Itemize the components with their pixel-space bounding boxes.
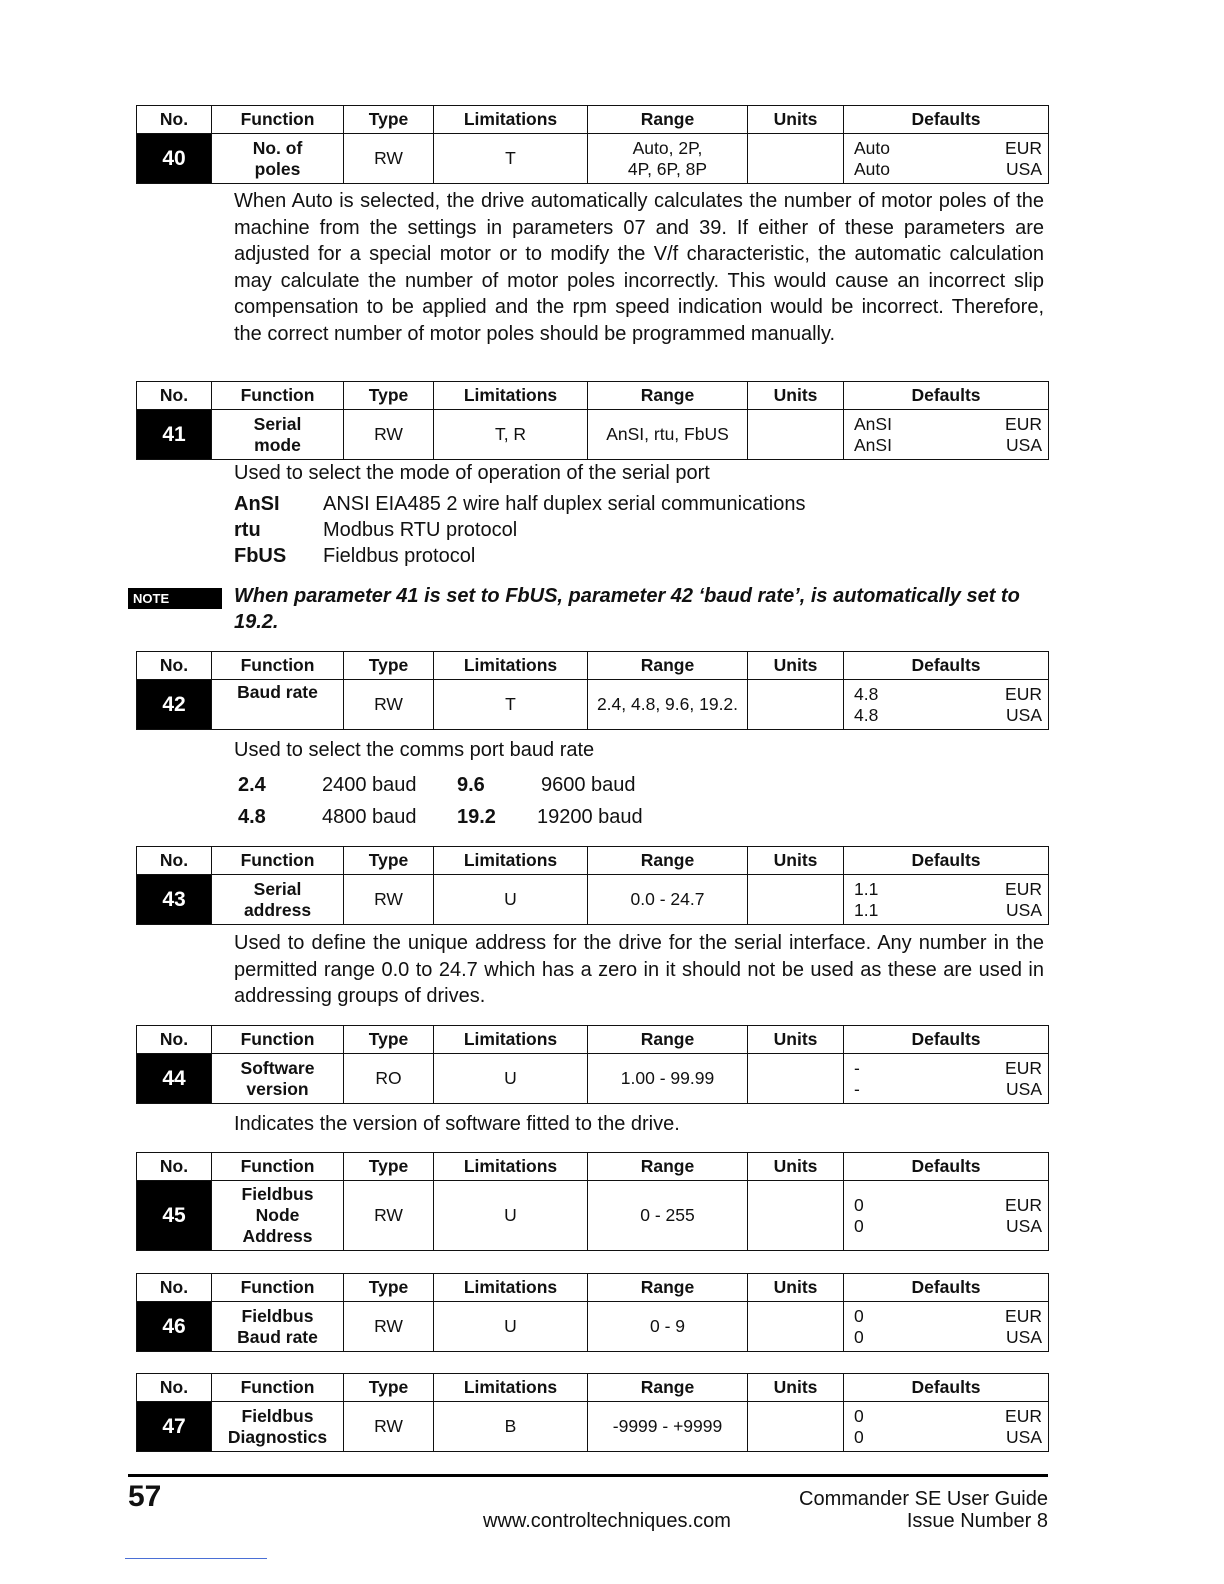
serial-mode-list bbox=[234, 491, 805, 569]
param-number: 46 bbox=[137, 1302, 212, 1352]
param-units bbox=[748, 875, 844, 925]
header-units: Units bbox=[748, 1153, 844, 1181]
header-no: No. bbox=[137, 1153, 212, 1181]
param-table-46 bbox=[136, 1273, 1049, 1352]
issue-number: Issue Number 8 bbox=[906, 1510, 1048, 1532]
param-table-44 bbox=[136, 1025, 1049, 1104]
table-row bbox=[137, 1181, 1049, 1251]
param-table-45 bbox=[136, 1152, 1049, 1251]
footer-title-block bbox=[799, 1488, 1048, 1532]
param-range: Auto, 2P, 4P, 6P, 8P bbox=[588, 134, 748, 184]
header-limitations: Limitations bbox=[434, 1374, 588, 1402]
header-function: Function bbox=[212, 1026, 344, 1054]
note-badge: NOTE bbox=[128, 588, 222, 609]
param-defaults: 0 EUR 0 USA bbox=[844, 1402, 1049, 1452]
header-no: No. bbox=[137, 847, 212, 875]
list-item: 2.4 2400 baud 9.6 9600 baud bbox=[238, 774, 636, 796]
param-number: 43 bbox=[137, 875, 212, 925]
param-function: No. of poles bbox=[212, 134, 344, 184]
header-limitations: Limitations bbox=[434, 847, 588, 875]
param-range: 0 - 255 bbox=[588, 1181, 748, 1251]
header-range: Range bbox=[588, 1153, 748, 1181]
param-type: RW bbox=[344, 680, 434, 730]
header-limitations: Limitations bbox=[434, 106, 588, 134]
header-no: No. bbox=[137, 382, 212, 410]
table-header-row bbox=[137, 1374, 1049, 1402]
header-units: Units bbox=[748, 382, 844, 410]
param-units bbox=[748, 134, 844, 184]
table-header-row bbox=[137, 1274, 1049, 1302]
header-function: Function bbox=[212, 652, 344, 680]
table-row bbox=[137, 134, 1049, 184]
header-defaults: Defaults bbox=[844, 1374, 1049, 1402]
param-limitations: T bbox=[434, 680, 588, 730]
header-range: Range bbox=[588, 652, 748, 680]
header-units: Units bbox=[748, 1274, 844, 1302]
header-type: Type bbox=[344, 106, 434, 134]
param-table-40 bbox=[136, 105, 1049, 184]
header-defaults: Defaults bbox=[844, 382, 1049, 410]
param-type: RO bbox=[344, 1054, 434, 1104]
header-limitations: Limitations bbox=[434, 1026, 588, 1054]
header-defaults: Defaults bbox=[844, 847, 1049, 875]
param-41-description: Used to select the mode of operation of the serial port bbox=[234, 462, 710, 484]
param-limitations: U bbox=[434, 1054, 588, 1104]
header-no: No. bbox=[137, 1026, 212, 1054]
param-defaults: 4.8 EUR 4.8 USA bbox=[844, 680, 1049, 730]
table-header-row bbox=[137, 106, 1049, 134]
header-limitations: Limitations bbox=[434, 1274, 588, 1302]
table-header-row bbox=[137, 382, 1049, 410]
param-function: Fieldbus Baud rate bbox=[212, 1302, 344, 1352]
table-header-row bbox=[137, 652, 1049, 680]
table-row bbox=[137, 680, 1049, 730]
param-40-description: When Auto is selected, the drive automatically calculates the number of motor poles of the machine from the settings in parameters 07 and 39. If either of these parameters are adjusted for a special motor or to modify the V/f characteristic, the automatic calculation may calculate the number of motor poles incorrectly. This would cause an incorrect slip compensation to be applied and the rpm speed indication would be incorrect. Therefore, the correct number of motor poles should be programmed manually. bbox=[234, 190, 1044, 345]
param-limitations: U bbox=[434, 1181, 588, 1251]
header-type: Type bbox=[344, 652, 434, 680]
header-type: Type bbox=[344, 382, 434, 410]
header-units: Units bbox=[748, 106, 844, 134]
header-limitations: Limitations bbox=[434, 382, 588, 410]
header-function: Function bbox=[212, 106, 344, 134]
header-no: No. bbox=[137, 1274, 212, 1302]
param-number: 41 bbox=[137, 410, 212, 460]
header-type: Type bbox=[344, 1274, 434, 1302]
param-limitations: B bbox=[434, 1402, 588, 1452]
table-row bbox=[137, 875, 1049, 925]
param-function: Software version bbox=[212, 1054, 344, 1104]
param-units bbox=[748, 680, 844, 730]
param-function: Fieldbus Diagnostics bbox=[212, 1402, 344, 1452]
table-row bbox=[137, 1402, 1049, 1452]
param-43-description: Used to define the unique address for the drive for the serial interface. Any number in the permitted range 0.0 to 24.7 which has a zero in it should not be used as these are used in addressing groups of drives. bbox=[234, 932, 1044, 1007]
param-type: RW bbox=[344, 410, 434, 460]
header-defaults: Defaults bbox=[844, 106, 1049, 134]
header-range: Range bbox=[588, 106, 748, 134]
param-defaults: 0 EUR 0 USA bbox=[844, 1181, 1049, 1251]
header-function: Function bbox=[212, 847, 344, 875]
param-limitations: T bbox=[434, 134, 588, 184]
param-range: 0 - 9 bbox=[588, 1302, 748, 1352]
param-limitations: U bbox=[434, 1302, 588, 1352]
param-number: 40 bbox=[137, 134, 212, 184]
list-item: rtu Modbus RTU protocol bbox=[234, 519, 518, 541]
param-42-description: Used to select the comms port baud rate bbox=[234, 739, 595, 761]
param-defaults: Auto EUR Auto USA bbox=[844, 134, 1049, 184]
param-number: 47 bbox=[137, 1402, 212, 1452]
footer-url-link[interactable]: www.controltechniques.com bbox=[483, 1510, 731, 1532]
param-range: 2.4, 4.8, 9.6, 19.2. bbox=[588, 680, 748, 730]
param-number: 45 bbox=[137, 1181, 212, 1251]
header-defaults: Defaults bbox=[844, 1274, 1049, 1302]
param-units bbox=[748, 1302, 844, 1352]
header-function: Function bbox=[212, 1153, 344, 1181]
param-units bbox=[748, 1181, 844, 1251]
header-units: Units bbox=[748, 1026, 844, 1054]
page-number: 57 bbox=[128, 1480, 162, 1513]
param-type: RW bbox=[344, 1302, 434, 1352]
param-range: 0.0 - 24.7 bbox=[588, 875, 748, 925]
footer-divider bbox=[128, 1474, 1048, 1477]
table-header-row bbox=[137, 1026, 1049, 1054]
footer-accent-line bbox=[125, 1558, 267, 1559]
header-units: Units bbox=[748, 652, 844, 680]
param-type: RW bbox=[344, 1402, 434, 1452]
list-item: AnSI ANSI EIA485 2 wire half duplex serial communications bbox=[234, 493, 806, 515]
param-limitations: U bbox=[434, 875, 588, 925]
header-defaults: Defaults bbox=[844, 1153, 1049, 1181]
header-no: No. bbox=[137, 1374, 212, 1402]
param-table-47 bbox=[136, 1373, 1049, 1452]
baud-rate-list bbox=[238, 769, 643, 833]
header-function: Function bbox=[212, 1374, 344, 1402]
param-table-42 bbox=[136, 651, 1049, 730]
param-defaults: 1.1 EUR 1.1 USA bbox=[844, 875, 1049, 925]
header-range: Range bbox=[588, 847, 748, 875]
param-limitations: T, R bbox=[434, 410, 588, 460]
param-defaults: 0 EUR 0 USA bbox=[844, 1302, 1049, 1352]
param-function: Serial mode bbox=[212, 410, 344, 460]
header-limitations: Limitations bbox=[434, 1153, 588, 1181]
list-item: 4.8 4800 baud 19.2 19200 baud bbox=[238, 806, 643, 828]
param-range: AnSI, rtu, FbUS bbox=[588, 410, 748, 460]
param-defaults: - EUR - USA bbox=[844, 1054, 1049, 1104]
header-no: No. bbox=[137, 652, 212, 680]
param-number: 42 bbox=[137, 680, 212, 730]
header-units: Units bbox=[748, 847, 844, 875]
guide-title: Commander SE User Guide bbox=[799, 1488, 1048, 1510]
table-row bbox=[137, 1302, 1049, 1352]
header-range: Range bbox=[588, 382, 748, 410]
param-table-41 bbox=[136, 381, 1049, 460]
param-units bbox=[748, 1402, 844, 1452]
list-item: FbUS Fieldbus protocol bbox=[234, 545, 476, 567]
param-units bbox=[748, 1054, 844, 1104]
param-units bbox=[748, 410, 844, 460]
param-type: RW bbox=[344, 875, 434, 925]
table-row bbox=[137, 410, 1049, 460]
param-function: Baud rate bbox=[212, 680, 344, 730]
header-type: Type bbox=[344, 1153, 434, 1181]
header-range: Range bbox=[588, 1274, 748, 1302]
param-range: -9999 - +9999 bbox=[588, 1402, 748, 1452]
param-type: RW bbox=[344, 134, 434, 184]
param-type: RW bbox=[344, 1181, 434, 1251]
header-function: Function bbox=[212, 1274, 344, 1302]
param-number: 44 bbox=[137, 1054, 212, 1104]
param-table-43 bbox=[136, 846, 1049, 925]
param-function: Serial address bbox=[212, 875, 344, 925]
param-44-description: Indicates the version of software fitted to the drive. bbox=[234, 1113, 680, 1135]
param-function: Fieldbus Node Address bbox=[212, 1181, 344, 1251]
note-text: When parameter 41 is set to FbUS, parameter 42 ‘baud rate’, is automatically set to 19.2. bbox=[234, 585, 1020, 633]
header-defaults: Defaults bbox=[844, 1026, 1049, 1054]
header-function: Function bbox=[212, 382, 344, 410]
header-type: Type bbox=[344, 1026, 434, 1054]
table-header-row bbox=[137, 847, 1049, 875]
header-units: Units bbox=[748, 1374, 844, 1402]
header-range: Range bbox=[588, 1026, 748, 1054]
header-type: Type bbox=[344, 1374, 434, 1402]
header-defaults: Defaults bbox=[844, 652, 1049, 680]
header-no: No. bbox=[137, 106, 212, 134]
header-limitations: Limitations bbox=[434, 652, 588, 680]
header-range: Range bbox=[588, 1374, 748, 1402]
header-type: Type bbox=[344, 847, 434, 875]
table-row bbox=[137, 1054, 1049, 1104]
table-header-row bbox=[137, 1153, 1049, 1181]
param-defaults: AnSI EUR AnSI USA bbox=[844, 410, 1049, 460]
param-range: 1.00 - 99.99 bbox=[588, 1054, 748, 1104]
